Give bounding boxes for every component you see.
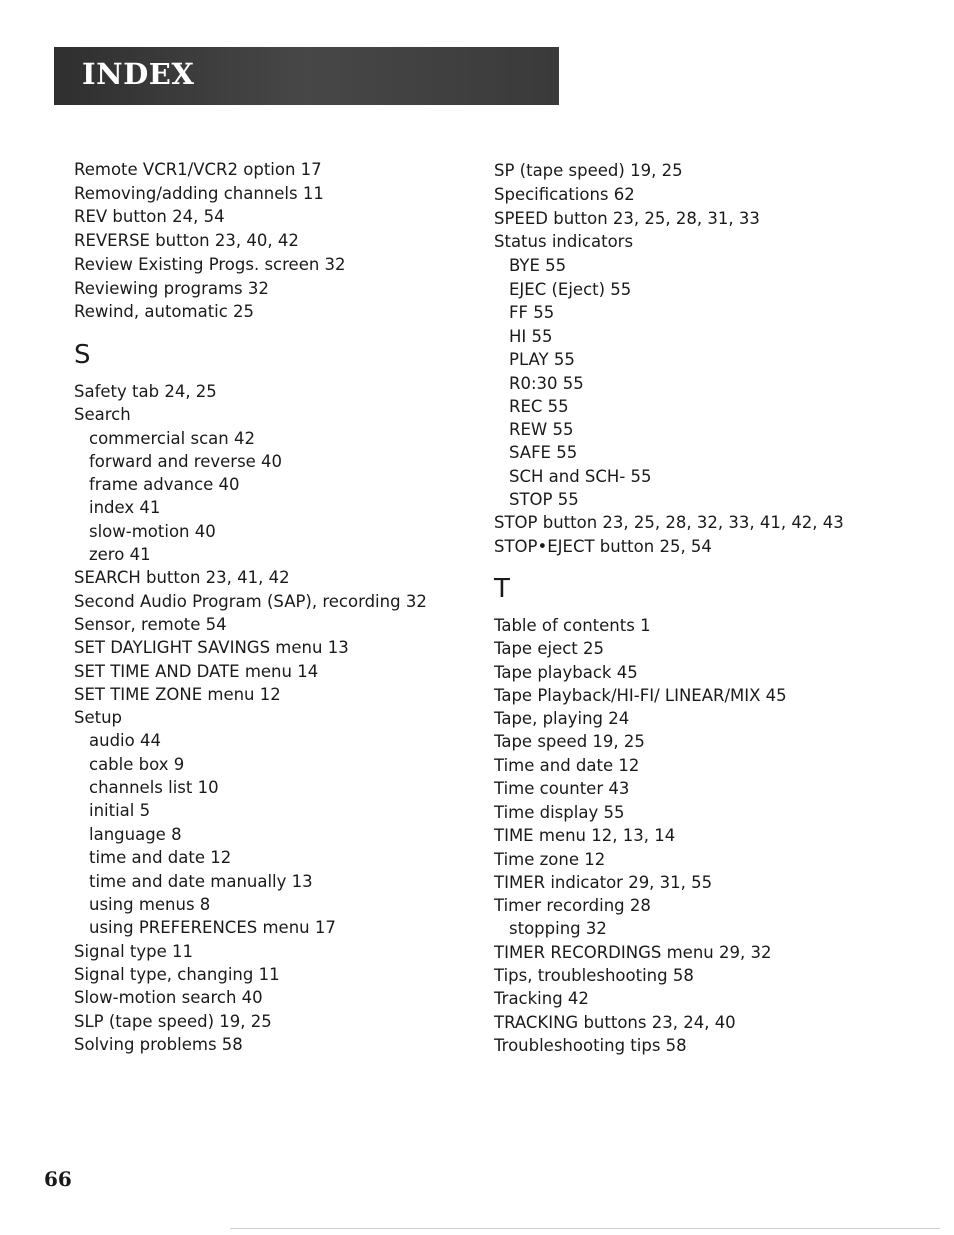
index-subentry: time and date 12 [89, 848, 232, 867]
index-entry: SLP (tape speed) 19, 25 [74, 1012, 272, 1031]
index-subentry: cable box 9 [89, 755, 185, 774]
index-entry: Table of contents 1 [494, 616, 651, 635]
index-subentry: using menus 8 [89, 895, 211, 914]
index-entry: Tape, playing 24 [494, 709, 630, 728]
index-entry: Signal type, changing 11 [74, 965, 280, 984]
index-entry: TIMER indicator 29, 31, 55 [494, 873, 713, 892]
index-entry: TIME menu 12, 13, 14 [494, 826, 676, 845]
index-subentry: commercial scan 42 [89, 429, 255, 448]
index-entry: Troubleshooting tips 58 [494, 1036, 687, 1055]
index-entry: Signal type 11 [74, 942, 194, 961]
index-subentry: channels list 10 [89, 778, 219, 797]
index-entry: Setup [74, 708, 123, 727]
index-subentry: forward and reverse 40 [89, 452, 283, 471]
index-entry: Time counter 43 [494, 779, 630, 798]
index-entry: REV button 24, 54 [74, 207, 225, 226]
index-entry: Removing/adding channels 11 [74, 184, 324, 203]
index-entry: Slow-motion search 40 [74, 988, 263, 1007]
index-entry: Tape playback 45 [494, 663, 638, 682]
index-subentry: HI 55 [509, 327, 553, 346]
index-entry: Time and date 12 [494, 756, 640, 775]
index-entry: SET TIME ZONE menu 12 [74, 685, 281, 704]
index-subentry: frame advance 40 [89, 475, 240, 494]
index-entry: Time display 55 [494, 803, 625, 822]
index-subentry: language 8 [89, 825, 182, 844]
index-entry: STOP•EJECT button 25, 54 [494, 537, 712, 556]
index-subentry: R0:30 55 [509, 374, 584, 393]
index-entry: TRACKING buttons 23, 24, 40 [494, 1013, 736, 1032]
index-entry: Safety tab 24, 25 [74, 382, 217, 401]
index-entry: STOP button 23, 25, 28, 32, 33, 41, 42, 43 [494, 513, 844, 532]
index-subentry: BYE 55 [509, 256, 567, 275]
index-subentry: STOP 55 [509, 490, 579, 509]
index-entry: SEARCH button 23, 41, 42 [74, 568, 290, 587]
section-letter-s: S [74, 340, 91, 370]
index-header-bar [54, 47, 559, 105]
index-subentry: SCH and SCH- 55 [509, 467, 652, 486]
index-subentry: slow-motion 40 [89, 522, 216, 541]
index-subentry: SAFE 55 [509, 443, 578, 462]
index-entry: Specifications 62 [494, 185, 635, 204]
index-subentry: FF 55 [509, 303, 555, 322]
index-subentry: initial 5 [89, 801, 151, 820]
index-subentry: zero 41 [89, 545, 151, 564]
index-entry: Timer recording 28 [494, 896, 651, 915]
index-subentry: audio 44 [89, 731, 161, 750]
index-subentry: REW 55 [509, 420, 574, 439]
index-entry: Reviewing programs 32 [74, 279, 269, 298]
index-entry: Sensor, remote 54 [74, 615, 227, 634]
index-entry: TIMER RECORDINGS menu 29, 32 [494, 943, 772, 962]
index-entry: Tape Playback/HI-FI/ LINEAR/MIX 45 [494, 686, 787, 705]
index-entry: SP (tape speed) 19, 25 [494, 161, 683, 180]
index-entry: Tracking 42 [494, 989, 589, 1008]
index-entry: Status indicators [494, 232, 634, 251]
index-entry: Remote VCR1/VCR2 option 17 [74, 160, 322, 179]
bottom-rule [230, 1228, 940, 1229]
index-subentry: stopping 32 [509, 919, 607, 938]
index-entry: REVERSE button 23, 40, 42 [74, 231, 299, 250]
index-subentry: index 41 [89, 498, 161, 517]
index-subentry: time and date manually 13 [89, 872, 313, 891]
index-entry: SET DAYLIGHT SAVINGS menu 13 [74, 638, 349, 657]
index-entry: Solving problems 58 [74, 1035, 243, 1054]
page-number: 66 [44, 1167, 72, 1191]
index-subentry: using PREFERENCES menu 17 [89, 918, 336, 937]
index-entry: Time zone 12 [494, 850, 606, 869]
index-entry: Second Audio Program (SAP), recording 32 [74, 592, 427, 611]
index-entry: Tips, troubleshooting 58 [494, 966, 694, 985]
index-entry: Search [74, 405, 131, 424]
index-entry: Tape speed 19, 25 [494, 732, 645, 751]
index-subentry: EJEC (Eject) 55 [509, 280, 632, 299]
page-title: INDEX [82, 57, 195, 91]
section-letter-t: T [494, 574, 510, 604]
index-entry: Tape eject 25 [494, 639, 604, 658]
index-entry: Review Existing Progs. screen 32 [74, 255, 346, 274]
index-entry: Rewind, automatic 25 [74, 302, 255, 321]
index-subentry: PLAY 55 [509, 350, 575, 369]
index-entry: SPEED button 23, 25, 28, 31, 33 [494, 209, 760, 228]
index-subentry: REC 55 [509, 397, 569, 416]
index-entry: SET TIME AND DATE menu 14 [74, 662, 319, 681]
